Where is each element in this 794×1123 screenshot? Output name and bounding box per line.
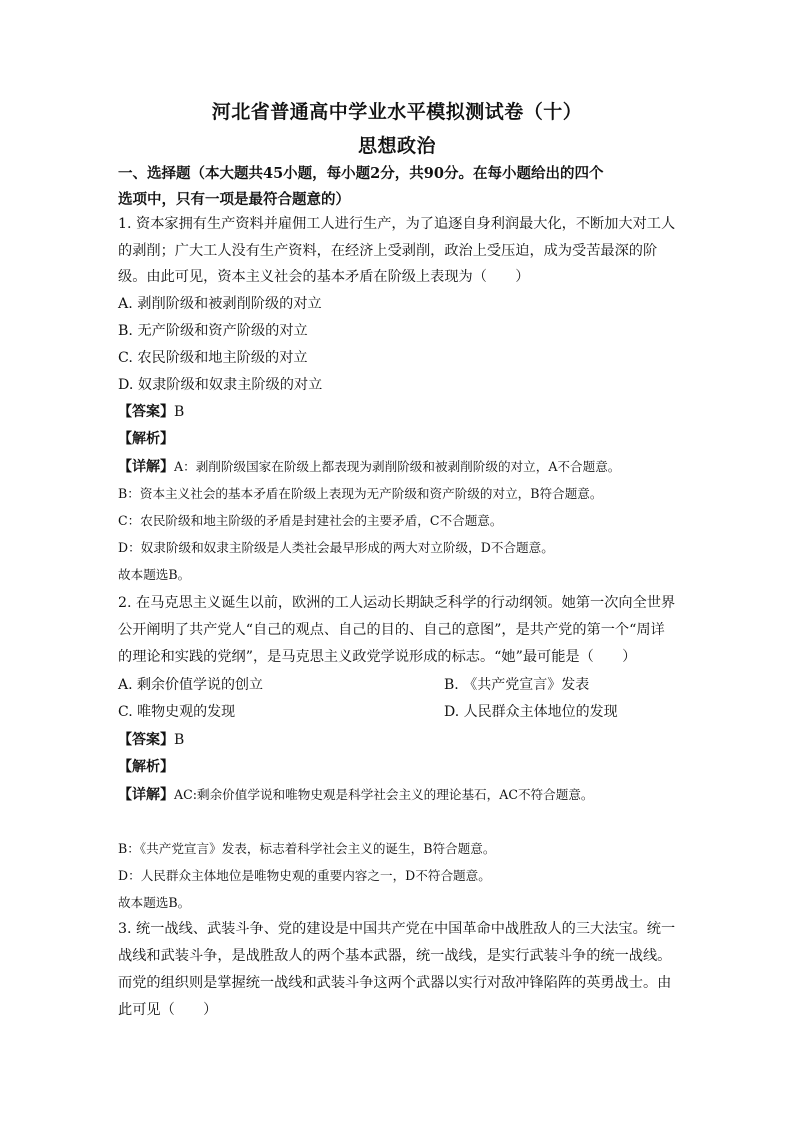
q1-conclusion: 故本题选B。 (118, 567, 191, 582)
q2-option-d: D. 人民群众主体地位的发现 (444, 704, 618, 720)
q2-detail-line1 (118, 784, 594, 804)
q2-answer-value: B (174, 732, 185, 748)
q1-detail-line1 (118, 456, 620, 476)
q1-answer-value: B (174, 404, 185, 420)
q3-stem-line4: 此可见（ ） (118, 1002, 218, 1018)
q2-answer-tag: 【答案】 (118, 732, 174, 748)
q1-option-c: C. 农民阶级和地主阶级的对立 (118, 350, 308, 366)
q2-detail-b: B：《共产党宣言》发表，标志着科学社会主义的诞生，B符合题意。 (118, 841, 496, 856)
q3-stem-line2: 战线和武装斗争，是战胜敌人的两个基本武器，统一战线，是实行武装斗争的统一战线。 (118, 948, 672, 964)
q1-detail-c: C：农民阶级和地主阶级的矛盾是封建社会的主要矛盾，C不合题意。 (118, 513, 503, 528)
q1-option-d: D. 奴隶阶级和奴隶主阶级的对立 (118, 377, 323, 393)
q2-conclusion: 故本题选B。 (118, 895, 191, 910)
q1-stem-line2: 的剥削；广大工人没有生产资料，在经济上受剥削，政治上受压迫，成为受苦最深的阶 (118, 243, 658, 259)
q2-detail-ac: AC:剩余价值学说和唯物史观是科学社会主义的理论基石，AC不符合题意。 (174, 787, 594, 802)
q2-option-a: A. 剩余价值学说的创立 (118, 677, 264, 693)
q1-detail-a: A：剥削阶级国家在阶级上都表现为剥削阶级和被剥削阶级的对立，A不合题意。 (174, 459, 621, 474)
q2-stem-line2: 公开阐明了共产党人“自己的观点、自己的目的、自己的意图”，是共产党的第一个“周详 (118, 622, 665, 638)
exam-title: 河北省普通高中学业水平模拟测试卷（十） (211, 101, 583, 123)
q1-option-a: A. 剥削阶级和被剥削阶级的对立 (118, 296, 322, 312)
q3-stem-line3: 而党的组织则是掌握统一战线和武装斗争这两个武器以实行对敌冲锋陷阵的英勇战士。由 (118, 975, 672, 991)
q1-detail-d: D：奴隶阶级和奴隶主阶级是人类社会最早形成的两大对立阶级，D不合题意。 (118, 540, 554, 555)
q3-stem-line1: 3. 统一战线、武装斗争、党的建设是中国共产党在中国革命中战胜敌人的三大法宝。统一 (118, 921, 676, 937)
q2-detail-tag: 【详解】 (118, 787, 174, 803)
q1-detail-b: B：资本主义社会的基本矛盾在阶级上表现为无产阶级和资产阶级的对立，B符合题意。 (118, 486, 603, 501)
section-heading-line2: 选项中，只有一项是最符合题意的） (118, 191, 350, 208)
q2-stem-line3: 的理论和实践的党纲”，是马克思主义政党学说形成的标志。“她”最可能是（ ） (118, 649, 637, 665)
q2-detail-d: D：人民群众主体地位是唯物史观的重要内容之一，D不符合题意。 (118, 868, 491, 883)
q1-option-b: B. 无产阶级和资产阶级的对立 (118, 323, 308, 339)
q2-analysis-tag: 【解析】 (118, 759, 174, 775)
q1-stem-line3: 级。由此可见，资本主义社会的基本矛盾在阶级上表现为（ ） (118, 269, 530, 285)
q2-stem-line1: 2. 在马克思主义诞生以前，欧洲的工人运动长期缺乏科学的行动纲领。她第一次向全世界 (118, 595, 676, 611)
q2-answer (118, 729, 184, 749)
q1-answer-tag: 【答案】 (118, 404, 174, 420)
q1-analysis-tag: 【解析】 (118, 431, 174, 447)
q1-stem-line1: 1. 资本家拥有生产资料并雇佣工人进行生产，为了追逐自身利润最大化，不断加大对工人 (118, 216, 676, 232)
subject-title: 思想政治 (357, 135, 436, 157)
section-heading-line1: 一、选择题（本大题共45小题，每小题2分，共90分。在每小题给出的四个 (118, 165, 604, 182)
q2-option-c: C. 唯物史观的发现 (118, 704, 236, 720)
q1-detail-tag: 【详解】 (118, 459, 174, 475)
q2-option-b: B. 《共产党宣言》发表 (444, 677, 590, 693)
q1-answer (118, 401, 184, 421)
